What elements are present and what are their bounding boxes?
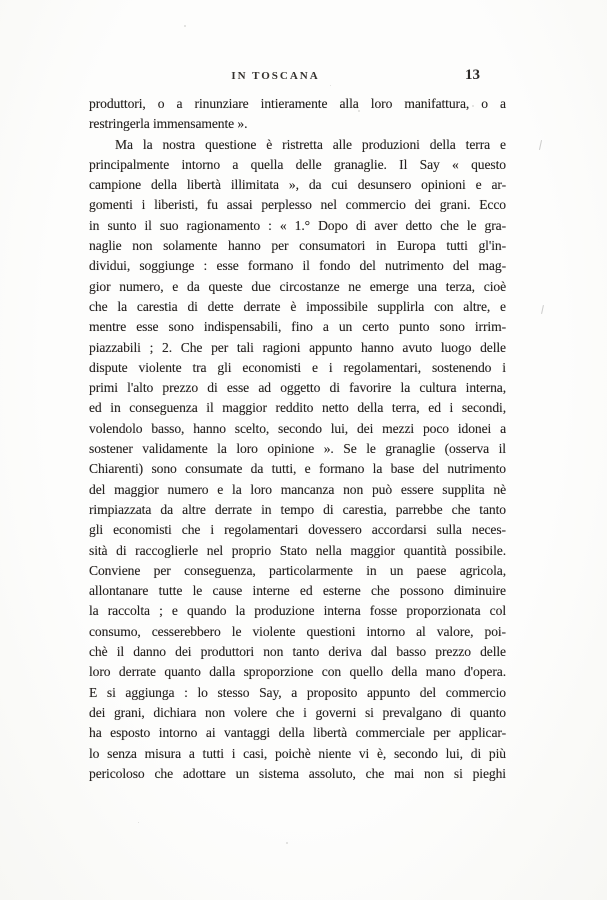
text-line: gomenti i liberisti, fu assai perplesso nel commercio dei grani. Ecco	[89, 197, 506, 213]
text-line: consumo, cesserebbero le violente questioni intorno al valore, poi-	[89, 623, 506, 639]
text-line: dei grani, dichiara non volere che i governi si prevalgano di quanto	[89, 704, 506, 720]
paper-speckle	[358, 110, 360, 112]
text-line: allontanare tutte le cause interne ed esterne che possono diminuire	[89, 583, 506, 599]
paper-speckle	[286, 842, 288, 844]
text-line: sostener validamente la loro opinione ». Se le granaglie (osserva il	[89, 441, 506, 457]
text-line: principalmente intorno a quella delle granaglie. Il Say « questo	[89, 156, 506, 172]
text-line: rimpiazzata da altre derrate in tempo di carestia, parrebbe che tanto	[89, 501, 506, 517]
text-line: Ma la nostra questione è ristretta alle produzioni della terra e	[115, 136, 506, 152]
text-line: del maggior numero e la loro mancanza non può essere supplita nè	[89, 481, 506, 497]
paper-speckle	[184, 25, 186, 27]
text-line: pericoloso che adottare un sistema assoluto, che mai non si pieghi	[89, 765, 506, 781]
paper-speckle	[138, 822, 139, 823]
text-line: Conviene per conseguenza, particolarmente in un paese agricola,	[89, 562, 506, 578]
text-line: mentre esse sono indispensabili, fino a un certo punto sono irrim-	[89, 319, 506, 335]
text-line: chè il danno dei produttori non tanto deriva dal basso prezzo delle	[89, 644, 506, 660]
text-line: produttori, o a rinunziare intieramente alla loro manifattura, o a	[89, 96, 506, 111]
paper-speckle	[330, 85, 331, 86]
text-line: loro derrate quanto dalla sproporzione con quello della mano d'opera.	[89, 664, 506, 680]
running-title: IN TOSCANA	[231, 70, 320, 82]
text-line: E si aggiunga : lo stesso Say, a proposito appunto del commercio	[89, 684, 506, 700]
text-line: sità di raccoglierle nel proprio Stato nella maggior quantità possibile.	[89, 542, 506, 558]
text-line: che la carestia di dette derrate è impossibile supplirla con altre, e	[89, 298, 506, 314]
text-line: gli economisti che i regolamentari dovessero accordarsi sulla neces-	[89, 522, 506, 538]
margin-mark	[539, 140, 542, 150]
text-line: naglie non solamente hanno per consumatori in Europa tutti gl'in-	[89, 238, 506, 254]
paper-speckle	[472, 105, 474, 107]
text-line: campione della libertà illimitata », da cui desunsero opinioni e ar-	[89, 177, 506, 193]
text-line: primi l'alto prezzo di esse ad oggetto di favorire la cultura interna,	[89, 380, 506, 396]
text-line: dispute violente tra gli economisti e i regolamentari, sostenendo i	[89, 359, 506, 375]
text-line: Chiarenti) sono consumate da tutti, e formano la base del nutrimento	[89, 461, 506, 477]
body-text	[89, 94, 506, 784]
text-line: gior numero, e da queste due circostanze ne emerge una terza, cioè	[89, 278, 506, 294]
text-line: lo senza misura a tutti i casi, poichè niente vi è, secondo lui, di più	[89, 745, 506, 761]
page-number: 13	[465, 67, 480, 83]
text-line: in sunto il suo ragionamento : « 1.° Dopo di aver detto che le gra-	[89, 217, 506, 233]
text-line: ha esposto intorno ai vantaggi della libertà commerciale per applicar-	[89, 725, 506, 741]
text-line: dividui, soggiunge : esse formano il fondo del nutrimento del mag-	[89, 258, 506, 274]
text-line: volendolo basso, hanno scelto, secondo lui, dei mezzi poco idonei a	[89, 420, 506, 436]
text-line: piazzabili ; 2. Che per tali ragioni appunto hanno avuto luogo delle	[89, 339, 506, 355]
text-line: la raccolta ; e quando la produzione interna fosse proporzionata col	[89, 603, 506, 619]
text-line: restringerla immensamente ».	[89, 116, 248, 132]
margin-mark	[541, 305, 544, 314]
page-header	[89, 67, 506, 90]
text-line: ed in conseguenza il maggior reddito netto della terra, ed i secondi,	[89, 400, 506, 416]
